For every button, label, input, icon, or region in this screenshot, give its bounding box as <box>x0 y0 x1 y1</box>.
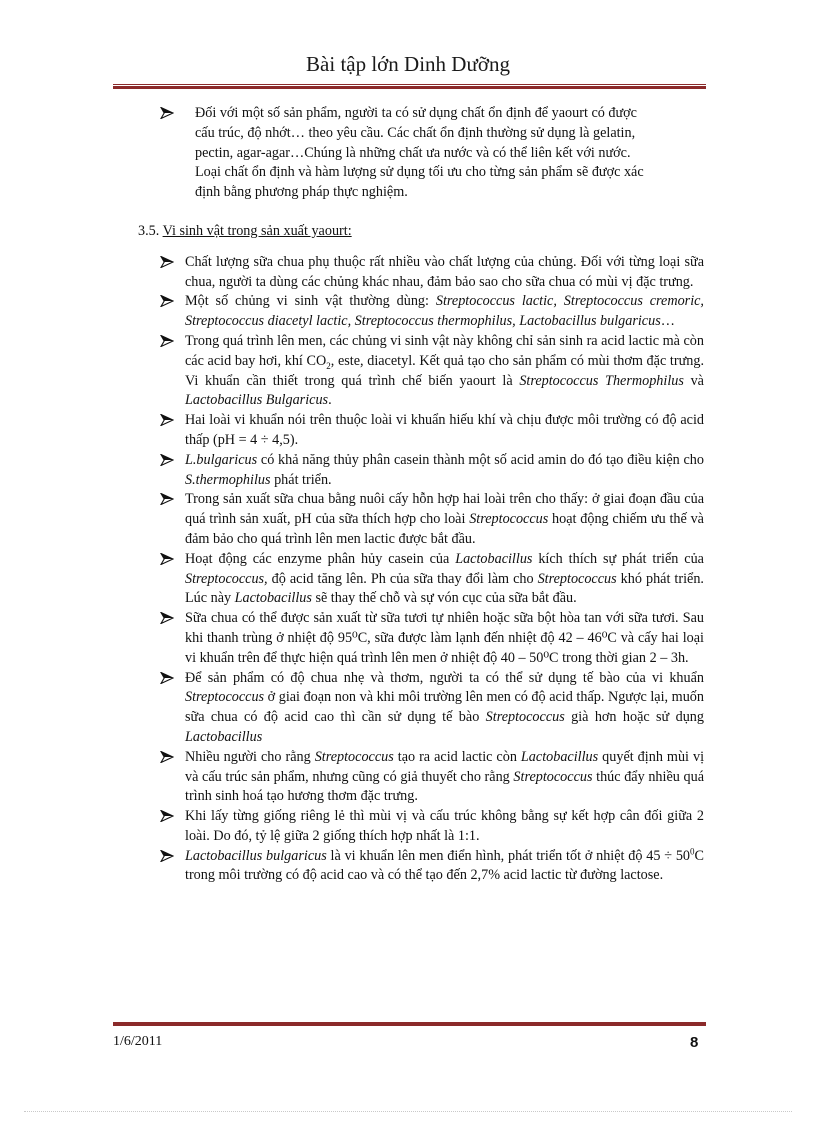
subscript: 2 <box>326 360 331 371</box>
bullet-text: C trong môi trường có độ acid cao và có thể tạo đến 2,7% acid lactic từ đường lactose. <box>185 847 704 884</box>
bullet-item-stabilizer <box>160 104 704 203</box>
species-name: Lactobacillus <box>234 590 312 607</box>
species-name: Lactobacillus bulgaricus <box>185 847 327 864</box>
bullet-item <box>160 332 704 411</box>
bullet-text: và <box>683 372 704 389</box>
bullet-text: quyết định mùi vị và cấu trúc sản phẩm, nhưng cũng có giả thuyết cho rằng <box>185 748 705 785</box>
text-line: định bằng phương pháp thực nghiệm. <box>195 184 408 201</box>
species-name: L.bulgaricus <box>185 451 258 468</box>
bullet-text: … <box>660 313 675 330</box>
bullet-item <box>160 669 704 748</box>
bullet-text: Chất lượng sữa chua phụ thuộc rất nhiều vào chất lượng của chủng. Đối với từng loại sữa chua, người ta dùng các chủng khác nhau, đảm bảo sao cho sữa chua có mùi vị đặc trưng. <box>185 253 704 290</box>
species-name: Streptococcus <box>485 709 565 726</box>
species-name: Streptococcus lactic, Streptococcus cremoric, Streptococcus diacetyl lactic, Streptococcus thermophilus, Lactobacillus bulgaricus <box>185 293 704 330</box>
bullet-item <box>160 807 704 847</box>
bullet-text: là vi khuẩn lên men điển hình, phát triển tốt ở nhiệt độ 45 ÷ 50 <box>326 847 691 864</box>
page-bottom-edge <box>24 1111 792 1112</box>
bullet-text: kích thích sự phát triển của <box>532 550 704 567</box>
species-name: Streptococcus <box>314 748 394 765</box>
bullet-text: hoạt động chiếm ưu thế và đảm bảo cho quá trình lên men lactic được bắt đầu. <box>185 511 704 547</box>
arrow-bullet-icon <box>160 612 174 624</box>
bullet-text: ở giai đoạn non và khi môi trường lên men có độ acid thấp. Ngược lại, muốn sữa chua có độ acid cao thì cần sử dụng tế bào <box>185 689 704 726</box>
bullet-text: thúc đẩy nhiều quá trình sinh hoá tạo hương thơm đặc trưng. <box>185 768 704 805</box>
bullet-item <box>160 609 704 668</box>
bullet-item <box>160 748 704 807</box>
footer-divider <box>113 1021 706 1026</box>
bullet-item <box>160 847 704 887</box>
bullet-text: có khả năng thủy phân casein thành một số acid amin do đó tạo điều kiện cho <box>257 451 704 468</box>
bullet-text: Khi lấy từng giống riêng lẻ thì mùi vị và cấu trúc không bằng sự kết hợp cân đối giữa 2 loài. Do đó, tỷ lệ giữa 2 giống thích hợp nhất là 1:1. <box>185 808 704 844</box>
bullet-text: Hai loài vi khuẩn nói trên thuộc loài vi khuẩn hiếu khí và chịu được môi trường có độ acid thấp (pH = 4 ÷ 4,5). <box>185 412 704 448</box>
page-header-title: Bài tập lớn Dinh Dưỡng <box>306 52 510 76</box>
bullet-item <box>160 451 704 491</box>
bullet-text: Trong sản xuất sữa chua bằng nuôi cấy hỗn hợp hai loài trên cho thấy: ở giai đoạn đầu của quá trình sản xuất, pH của sữa thích hợp cho loài <box>185 491 704 528</box>
arrow-bullet-icon <box>160 107 174 119</box>
superscript: 0 <box>690 845 695 856</box>
text-line: cấu trúc, độ nhớt… theo yêu cầu. Các chất ổn định thường sử dụng là gelatin, <box>195 124 636 141</box>
bullet-item <box>160 550 704 609</box>
bullet-text: tạo ra acid lactic còn <box>393 748 521 765</box>
text-line: Đối với một số sản phẩm, người ta có sử dụng chất ổn định để yaourt có được <box>195 105 637 121</box>
arrow-bullet-icon <box>160 850 174 862</box>
species-name: Streptococcus <box>537 570 617 587</box>
species-name: Streptococcus Thermophilus <box>519 372 684 389</box>
page-number: 8 <box>690 1034 699 1051</box>
bullet-text: Nhiều người cho rằng <box>185 748 315 765</box>
arrow-bullet-icon <box>160 414 174 426</box>
arrow-bullet-icon <box>160 256 174 268</box>
species-name: Streptococcus <box>185 689 265 706</box>
arrow-bullet-icon <box>160 335 174 347</box>
bullet-text: Hoạt động các enzyme phân hủy casein của <box>185 550 456 567</box>
species-name: Streptococcus <box>469 511 549 528</box>
bullet-item <box>160 411 704 451</box>
bullet-text: , este, diacetyl. Kết quả tạo cho sản phẩm có mùi thơm đặc trưng. Vi khuẩn cần thiết trong quá trình chế biến yaourt là <box>185 352 704 389</box>
text-line: pectin, agar-agar…Chúng là những chất ưa nước và có thể liên kết với nước. <box>195 144 631 161</box>
species-name: Streptococcus, <box>185 570 268 587</box>
arrow-bullet-icon <box>160 553 174 565</box>
section-number: 3.5. <box>138 222 160 239</box>
footer-date: 1/6/2011 <box>113 1034 163 1049</box>
bullet-text: khó phát triển. Lúc này <box>185 570 704 607</box>
bullet-text: . <box>328 392 332 409</box>
bullet-text: Để sản phẩm có độ chua nhẹ và thơm, người ta có thể sử dụng tế bào của vi khuẩn <box>185 669 704 686</box>
species-name: Lactobacillus <box>455 550 533 567</box>
section-title: Vi sinh vật trong sản xuất yaourt: <box>162 222 352 239</box>
bullet-text: Sữa chua có thể được sản xuất từ sữa tươi tự nhiên hoặc sữa bột hòa tan với sữa tươi. Sau khi thanh trùng ở nhiệt độ 95⁰C, sữa được làm lạnh đến nhiệt độ 42 – 46⁰C và cấy hai loại vi khuẩn trên để thực hiện quá trình lên men ở nhiệt độ 40 – 50⁰C trong thời gian 2 – 3h. <box>185 610 704 666</box>
bullet-text: sẽ thay thế chỗ và sự vón cục của sữa bắt đầu. <box>311 590 577 607</box>
arrow-bullet-icon <box>160 810 174 822</box>
bullet-text: Trong quá trình lên men, các chủng vi sinh vật này không chỉ sản sinh ra acid lactic mà còn các acid bay hơi, khí CO <box>185 332 704 369</box>
species-name: Streptococcus <box>513 768 593 785</box>
bullet-text: Một số chủng vi sinh vật thường dùng: <box>185 293 436 310</box>
bullet-item <box>160 292 704 332</box>
arrow-bullet-icon <box>160 672 174 684</box>
bullet-item <box>160 490 704 549</box>
species-name: Lactobacillus Bulgaricus <box>185 392 329 409</box>
species-name: Lactobacillus <box>185 728 263 745</box>
species-name: S.thermophilus <box>185 471 271 488</box>
arrow-bullet-icon <box>160 751 174 763</box>
bullet-text: phát triển. <box>270 471 332 488</box>
species-name: Lactobacillus <box>520 748 599 765</box>
text-line: Loại chất ổn định và hàm lượng sử dụng tối ưu cho từng sản phẩm sẽ được xác <box>195 164 644 181</box>
arrow-bullet-icon <box>160 454 174 466</box>
bullet-item <box>160 253 704 293</box>
bullet-text: độ acid tăng lên. Ph của sữa thay đổi làm cho <box>267 570 538 587</box>
section-heading <box>138 222 816 242</box>
arrow-bullet-icon <box>160 493 174 505</box>
document-body <box>0 104 816 886</box>
bullet-text: già hơn hoặc sử dụng <box>564 709 704 726</box>
arrow-bullet-icon <box>160 295 174 307</box>
header-divider <box>113 84 706 89</box>
